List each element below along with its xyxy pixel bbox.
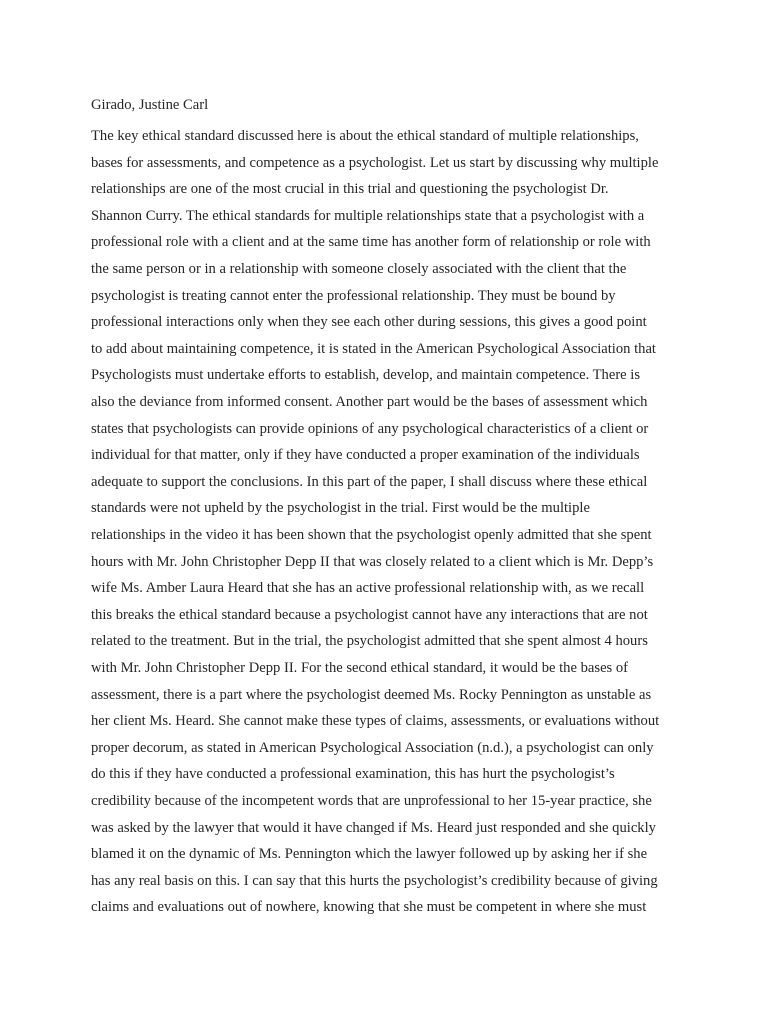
body-line: proper decorum, as stated in American Psychological Association (n.d.), a psychologist can only xyxy=(91,739,654,756)
body-line: credibility because of the incompetent words that are unprofessional to her 15-year practice, she xyxy=(91,793,652,809)
body-line: relationships are one of the most crucial in this trial and questioning the psychologist Dr. xyxy=(91,181,609,198)
body-line: Shannon Curry. The ethical standards for multiple relationships state that a psychologist with a xyxy=(91,207,645,224)
author-name: Girado, Justine Carl xyxy=(91,97,209,113)
body-line: her client Ms. Heard. She cannot make these types of claims, assessments, or evaluations without xyxy=(91,713,660,730)
body-line: hours with Mr. John Christopher Depp II that was closely related to a client which is Mr. Depp’s xyxy=(91,553,654,570)
body-line: related to the treatment. But in the trial, the psychologist admitted that she spent almost 4 hours xyxy=(91,633,648,650)
body-line: has any real basis on this. I can say that this hurts the psychologist’s credibility because of giving xyxy=(91,872,658,889)
body-line: assessment, there is a part where the psychologist deemed Ms. Rocky Pennington as unstable as xyxy=(91,686,652,703)
body-line: with Mr. John Christopher Depp II. For the second ethical standard, it would be the bases of xyxy=(91,660,629,676)
body-line: individual for that matter, only if they have conducted a proper examination of the individuals xyxy=(91,447,640,464)
body-line: the same person or in a relationship with someone closely associated with the client that the xyxy=(91,261,627,277)
body-line: blamed it on the dynamic of Ms. Pennington which the lawyer followed up by asking her if she xyxy=(91,846,648,863)
body-line: relationships in the video it has been shown that the psychologist openly admitted that she spent xyxy=(91,527,652,543)
body-line: professional interactions only when they see each other during sessions, this gives a good point xyxy=(91,314,647,331)
body-line: standards were not upheld by the psychologist in the trial. First would be the multiple xyxy=(91,500,590,517)
body-line: was asked by the lawyer that would it have changed if Ms. Heard just responded and she quickly xyxy=(91,819,656,836)
body-line: psychologist is treating cannot enter the professional relationship. They must be bound by xyxy=(91,287,616,304)
body-line: do this if they have conducted a professional examination, this has hurt the psychologist’s xyxy=(91,766,615,783)
body-line: The key ethical standard discussed here is about the ethical standard of multiple relationships, xyxy=(91,128,639,144)
body-line: also the deviance from informed consent. Another part would be the bases of assessment which xyxy=(91,394,648,410)
body-line: this breaks the ethical standard because a psychologist cannot have any interactions that are not xyxy=(91,606,648,623)
body-line: to add about maintaining competence, it is stated in the American Psychological Association that xyxy=(91,340,656,357)
body-line: Psychologists must undertake efforts to establish, develop, and maintain competence. There is xyxy=(91,367,641,384)
body-line: bases for assessments, and competence as a psychologist. Let us start by discussing why multiple xyxy=(91,154,659,171)
body-line: wife Ms. Amber Laura Heard that she has an active professional relationship with, as we recall xyxy=(91,580,645,597)
body-line: adequate to support the conclusions. In this part of the paper, I shall discuss where these ethical xyxy=(91,473,648,490)
body-line: claims and evaluations out of nowhere, knowing that she must be competent in where she must xyxy=(91,899,647,916)
body-line: professional role with a client and at the same time has another form of relationship or role with xyxy=(91,234,651,251)
body-line: states that psychologists can provide opinions of any psychological characteristics of a client or xyxy=(91,420,649,437)
